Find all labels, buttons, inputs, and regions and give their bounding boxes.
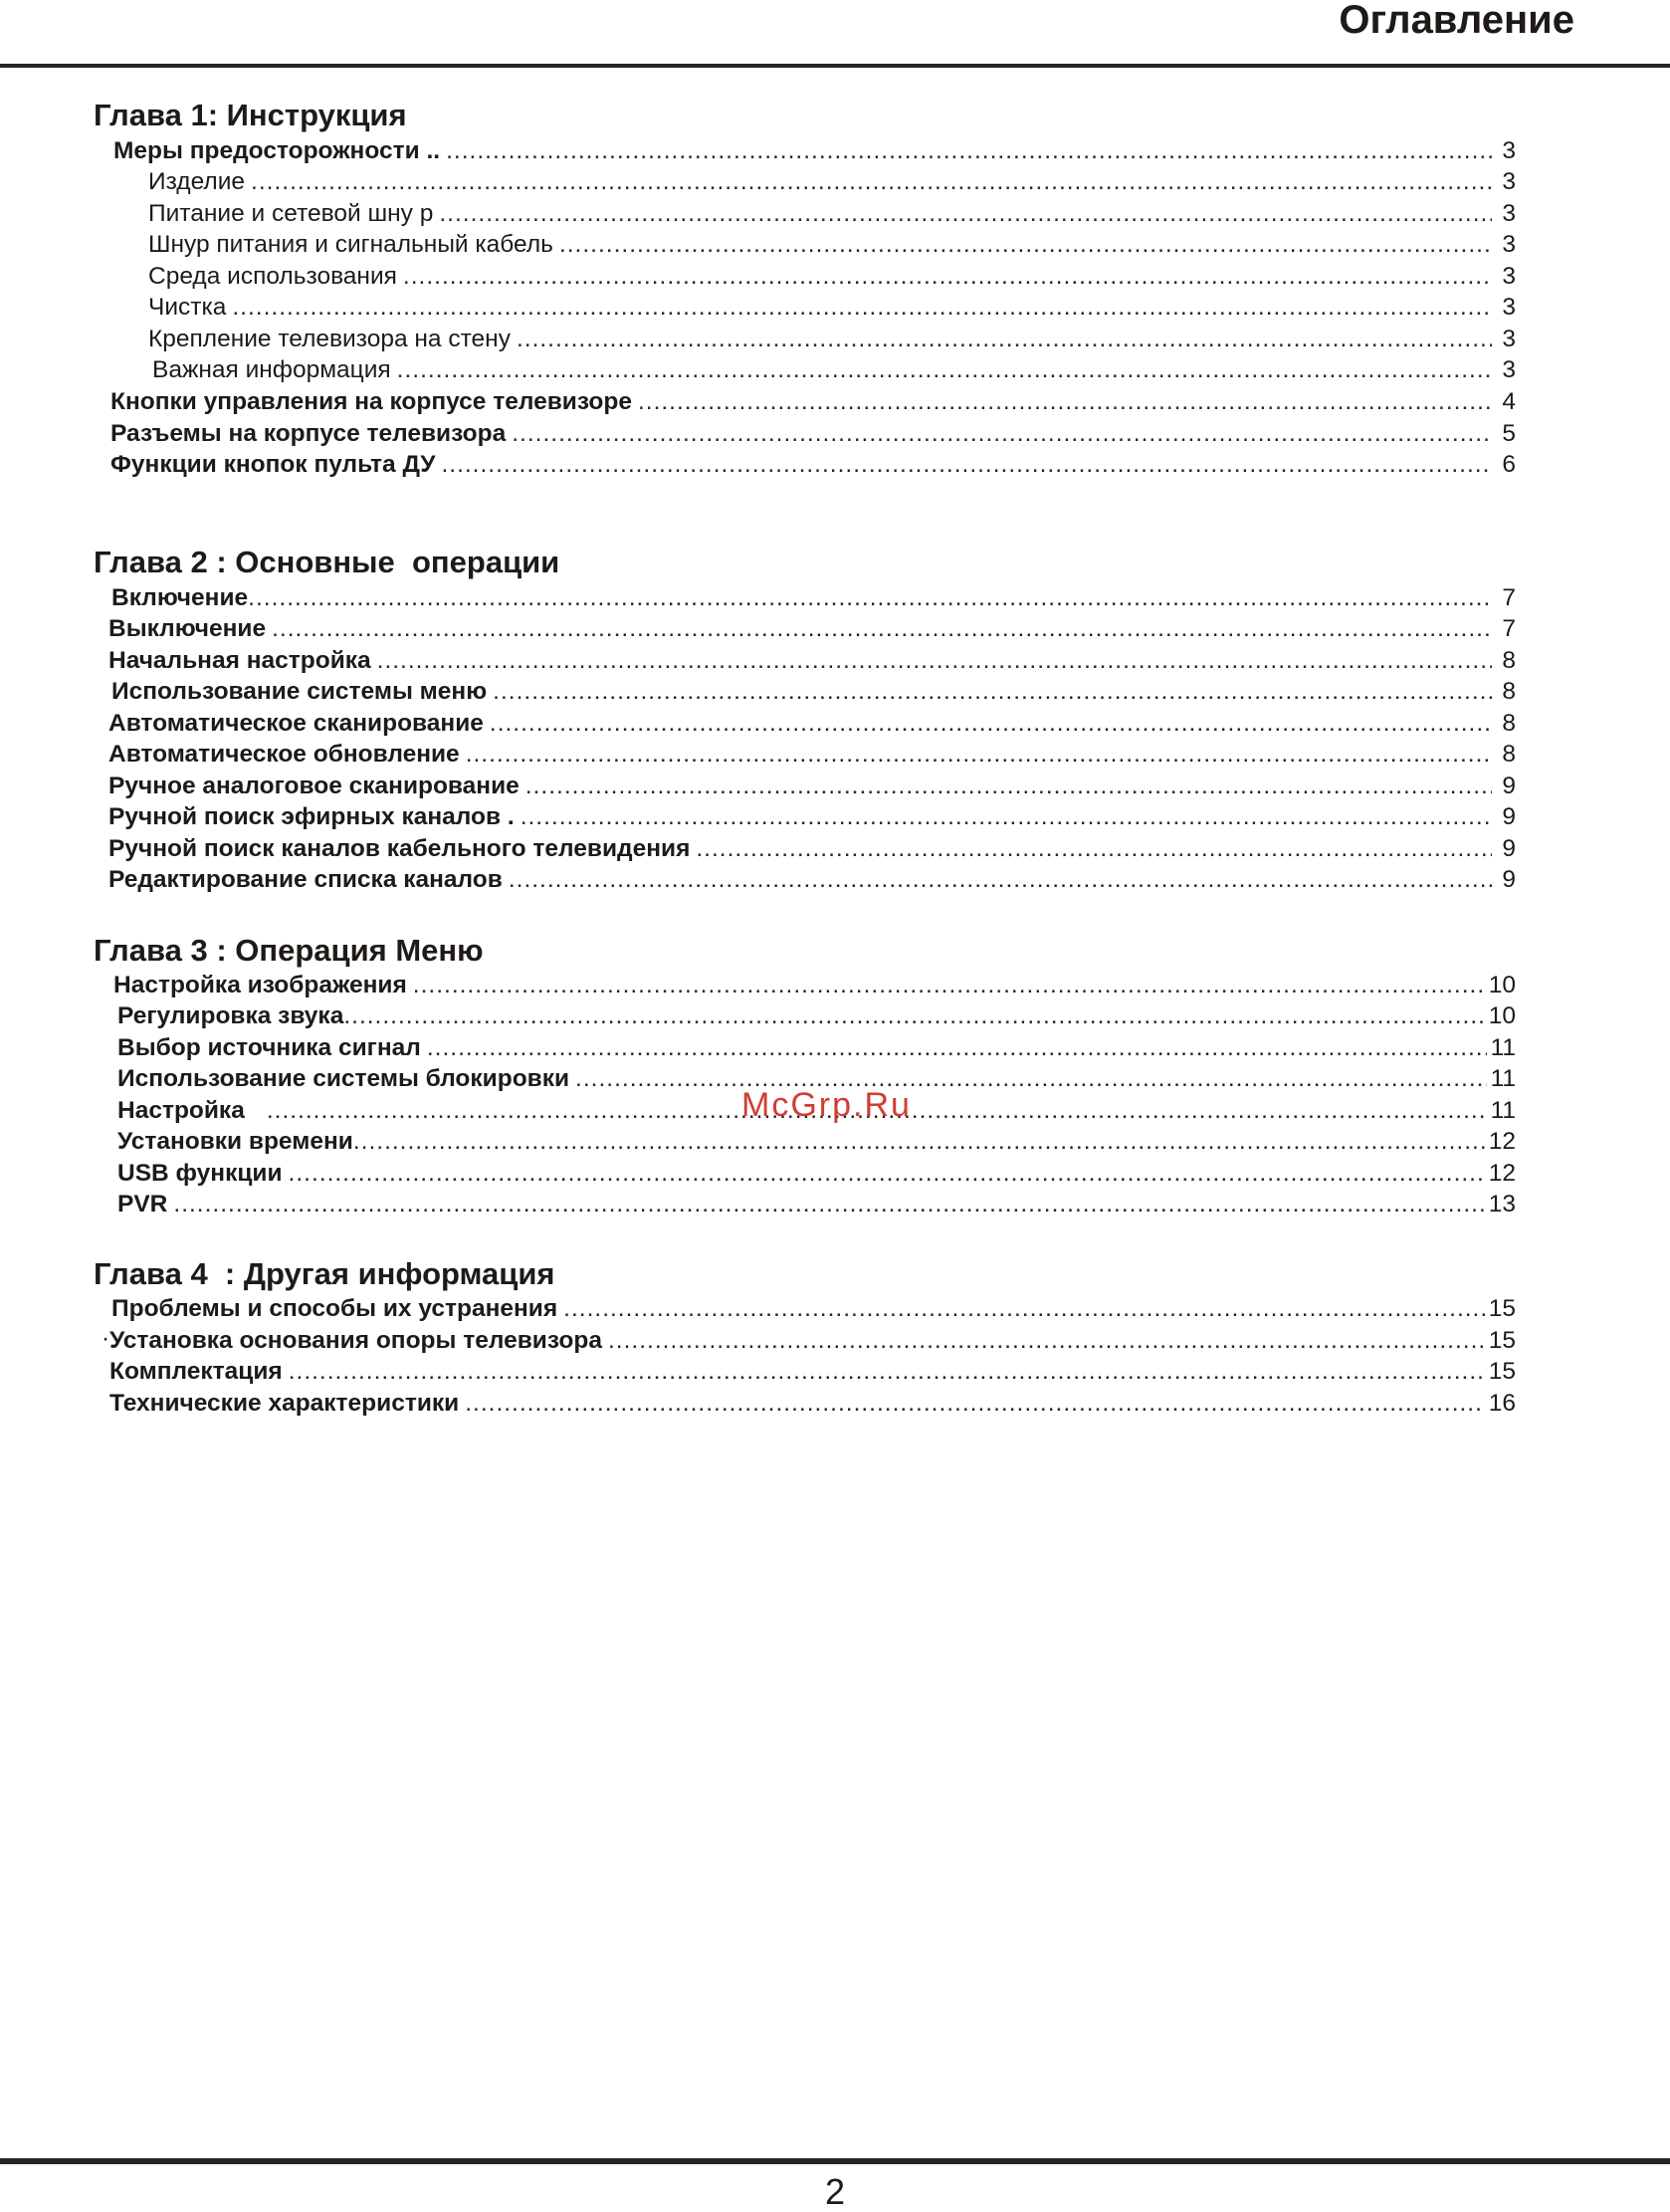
toc-entry-label: PVR <box>117 1191 168 1217</box>
toc-entry-page: 3 <box>1502 168 1516 195</box>
dot-leader <box>173 1190 1484 1219</box>
toc-entry-label: Автоматическое обновление <box>108 741 460 768</box>
toc-entry[interactable] <box>108 740 1516 770</box>
toc-entry-label: Регулировка звука <box>117 1002 344 1029</box>
dot-leader <box>512 419 1492 449</box>
toc-entry-label: Комплектация <box>109 1358 283 1385</box>
page-number: 2 <box>824 2171 846 2212</box>
toc-entry-page: 3 <box>1502 231 1516 258</box>
dot-leader <box>377 646 1492 676</box>
toc-entry[interactable] <box>152 355 1516 385</box>
toc-entry-page: 10 <box>1488 1002 1516 1029</box>
toc-entry-label: Установка основания опоры телевизора <box>109 1327 602 1354</box>
dot-leader <box>248 583 1492 613</box>
toc-entry[interactable] <box>108 709 1516 739</box>
dot-leader <box>521 802 1492 832</box>
header-divider <box>0 64 1670 68</box>
toc-entry-page: 9 <box>1502 773 1516 799</box>
footer-divider <box>0 2158 1670 2164</box>
toc-entry-page: 8 <box>1502 647 1516 674</box>
toc-entry-label: Настройка <box>117 1097 245 1124</box>
toc-entry[interactable] <box>109 1357 1516 1387</box>
toc-entry-page: 3 <box>1502 326 1516 352</box>
watermark: McGrp.Ru <box>741 1086 912 1124</box>
toc-entry[interactable] <box>108 802 1516 832</box>
toc-entry-label: Шнур питания и сигнальный кабель <box>148 231 553 258</box>
toc-entry-label: Проблемы и способы их устранения <box>111 1295 558 1322</box>
toc-entry[interactable] <box>148 262 1516 292</box>
toc-entry-page: 15 <box>1488 1358 1516 1385</box>
toc-entry-label: Ручной поиск каналов кабельного телевидения <box>108 835 691 862</box>
chapter-2-heading: Глава 2 : Основные операции <box>94 545 560 579</box>
toc-entry-page: 8 <box>1502 741 1516 768</box>
toc-entry-label: Настройка изображения <box>113 972 407 998</box>
dot-leader <box>441 450 1492 480</box>
dot-leader <box>232 293 1492 323</box>
toc-entry-page: 13 <box>1488 1191 1516 1217</box>
toc-entry[interactable] <box>148 199 1516 229</box>
toc-entry[interactable] <box>117 1127 1516 1157</box>
dot-leader <box>343 1001 1484 1031</box>
dot-leader <box>696 834 1492 864</box>
dot-leader <box>289 1159 1485 1189</box>
dot-leader <box>493 677 1492 707</box>
toc-entry-page: 7 <box>1502 584 1516 611</box>
toc-entry-page: 9 <box>1502 835 1516 862</box>
toc-entry-label: Технические характеристики <box>109 1390 460 1417</box>
stray-mark: · <box>102 1325 109 1352</box>
toc-entry-label: Кнопки управления на корпусе телевизоре <box>110 388 632 415</box>
toc-entry[interactable] <box>117 1190 1516 1219</box>
toc-entry-page: 12 <box>1488 1160 1516 1187</box>
toc-entry-page: 10 <box>1488 972 1516 998</box>
toc-entry-label: Включение <box>111 584 249 611</box>
toc-entry-page: 8 <box>1502 710 1516 737</box>
toc-entry-label: Среда использования <box>148 263 397 290</box>
toc-entry-label: Выбор источника сигнал <box>117 1034 421 1061</box>
toc-entry[interactable] <box>108 614 1516 644</box>
dot-leader <box>509 865 1492 895</box>
toc-entry-page: 7 <box>1502 615 1516 642</box>
dot-leader <box>608 1326 1485 1356</box>
chapter-1-heading: Глава 1: Инструкция <box>94 98 407 132</box>
toc-entry-label: Ручное аналоговое сканирование <box>108 773 520 799</box>
toc-entry[interactable] <box>110 387 1516 417</box>
dot-leader <box>353 1127 1485 1157</box>
toc-entry-label: Установки времени <box>117 1128 353 1155</box>
dot-leader <box>397 355 1492 385</box>
toc-entry-page: 4 <box>1502 388 1516 415</box>
toc-entry[interactable] <box>111 1294 1516 1324</box>
toc-entry-label: Ручной поиск эфирных каналов . <box>108 803 515 830</box>
toc-entry-page: 3 <box>1502 263 1516 290</box>
dot-leader <box>517 325 1492 354</box>
toc-entry-page: 9 <box>1502 866 1516 893</box>
toc-entry-label: Важная информация <box>152 356 391 383</box>
toc-entry-label: Изделие <box>148 168 246 195</box>
toc-entry-page: 5 <box>1502 420 1516 447</box>
toc-entry-label: Выключение <box>108 615 267 642</box>
dot-leader <box>563 1294 1485 1324</box>
toc-entry-page: 15 <box>1488 1295 1516 1322</box>
toc-entry-page: 8 <box>1502 678 1516 705</box>
dot-leader <box>490 709 1492 739</box>
toc-entry-page: 9 <box>1502 803 1516 830</box>
dot-leader <box>289 1357 1485 1387</box>
toc-entry-page: 6 <box>1502 451 1516 478</box>
toc-entry-page: 3 <box>1502 294 1516 321</box>
toc-entry-label: Использование системы меню <box>111 678 488 705</box>
dot-leader <box>446 136 1492 166</box>
toc-entry[interactable] <box>108 834 1516 864</box>
toc-entry-label: Начальная настройка <box>108 647 371 674</box>
dot-leader <box>427 1033 1487 1063</box>
toc-entry[interactable] <box>148 293 1516 323</box>
toc-entry[interactable] <box>113 136 1516 166</box>
toc-entry[interactable] <box>108 646 1516 676</box>
dot-leader <box>251 167 1492 197</box>
toc-entry-label: Чистка <box>148 294 227 321</box>
toc-entry-label: USB функции <box>117 1160 283 1187</box>
toc-entry[interactable] <box>148 230 1516 260</box>
dot-leader <box>439 199 1492 229</box>
toc-entry-page: 3 <box>1502 200 1516 227</box>
toc-entry-page: 11 <box>1490 1065 1516 1092</box>
dot-leader <box>466 740 1492 770</box>
toc-entry[interactable] <box>108 772 1516 801</box>
toc-entry[interactable] <box>117 1159 1516 1189</box>
toc-entry[interactable] <box>110 419 1516 449</box>
toc-entry-page: 12 <box>1488 1128 1516 1155</box>
dot-leader <box>413 971 1485 1000</box>
toc-entry[interactable] <box>111 677 1516 707</box>
toc-entry-page: 3 <box>1502 356 1516 383</box>
dot-leader <box>272 614 1492 644</box>
dot-leader <box>559 230 1492 260</box>
toc-entry[interactable] <box>108 865 1516 895</box>
toc-entry-label: Редактирование списка каналов <box>108 866 503 893</box>
page-title: Оглавление <box>1339 0 1574 42</box>
toc-entry[interactable] <box>110 450 1516 480</box>
toc-entry[interactable] <box>117 1033 1516 1063</box>
toc-entry-page: 15 <box>1488 1327 1516 1354</box>
dot-leader <box>575 1064 1487 1094</box>
toc-entry[interactable] <box>148 325 1516 354</box>
toc-entry[interactable] <box>109 1389 1516 1419</box>
toc-entry[interactable] <box>117 1001 1516 1031</box>
toc-entry[interactable] <box>109 1326 1516 1356</box>
toc-entry-label: Использование системы блокировки <box>117 1065 570 1092</box>
dot-leader <box>465 1389 1485 1419</box>
toc-entry-label: Крепление телевизора на стену <box>148 326 511 352</box>
dot-leader <box>525 772 1492 801</box>
toc-entry-page: 11 <box>1490 1034 1516 1061</box>
toc-entry-label: Разъемы на корпусе телевизора <box>110 420 507 447</box>
toc-entry-page: 16 <box>1488 1390 1516 1417</box>
chapter-3-heading: Глава 3 : Операция Меню <box>94 933 484 968</box>
toc-entry-label: Функции кнопок пульта ДУ <box>110 451 436 478</box>
toc-entry[interactable] <box>113 971 1516 1000</box>
toc-entry-label: Меры предосторожности .. <box>113 137 441 164</box>
toc-entry-page: 3 <box>1502 137 1516 164</box>
toc-entry-page: 11 <box>1490 1097 1516 1124</box>
toc-entry-label: Автоматическое сканирование <box>108 710 484 737</box>
dot-leader <box>638 387 1492 417</box>
dot-leader <box>403 262 1492 292</box>
toc-entry[interactable] <box>111 583 1516 613</box>
toc-entry-label: Питание и сетевой шну р <box>148 200 434 227</box>
toc-entry[interactable] <box>148 167 1516 197</box>
chapter-4-heading: Глава 4 : Другая информация <box>94 1256 555 1291</box>
